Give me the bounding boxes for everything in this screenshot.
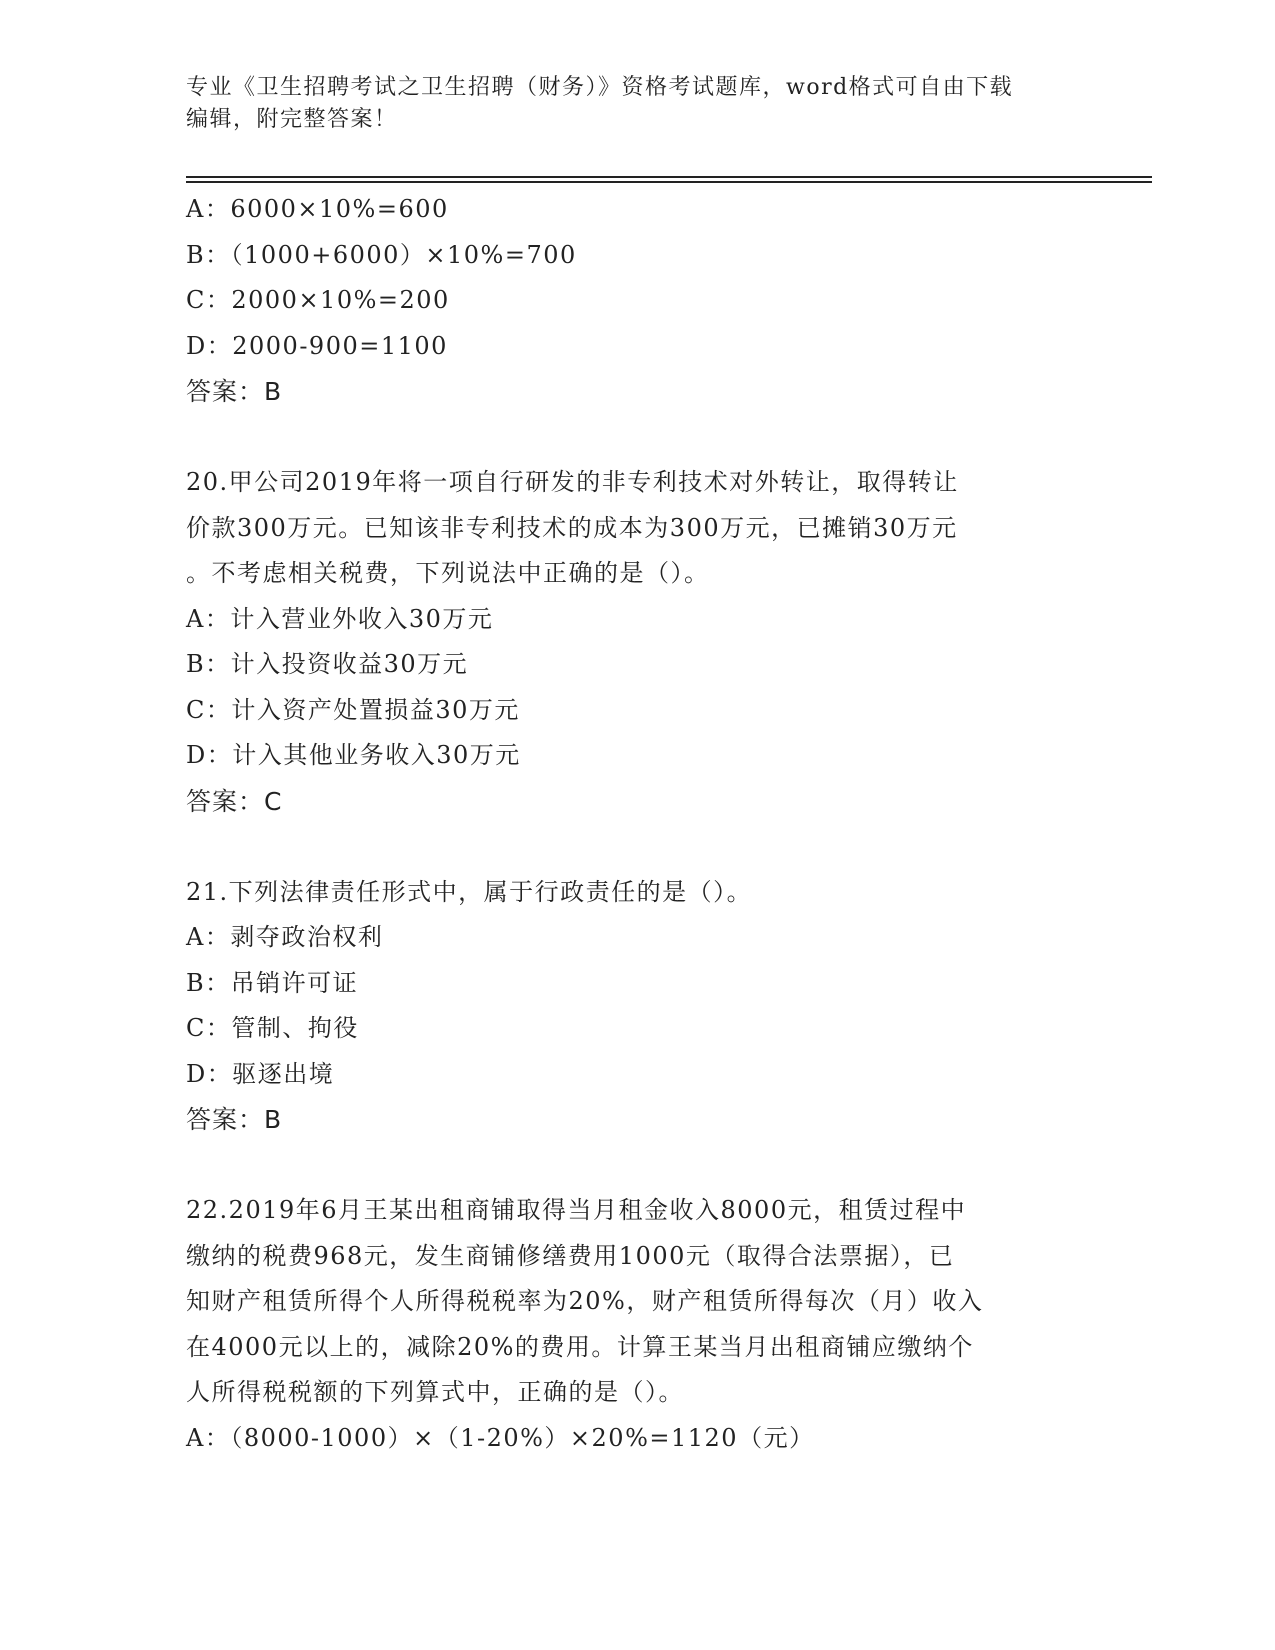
answer: 答案：C xyxy=(186,786,283,816)
option-a: A：计入营业外收入30万元 xyxy=(186,604,494,633)
option-a: A：剥夺政治权利 xyxy=(186,923,384,951)
header-line-2: 编辑，附完整答案！ xyxy=(186,107,398,132)
header-line-1: 专业《卫生招聘考试之卫生招聘（财务）》资格考试题库，word格式可自由下载 xyxy=(186,75,1014,100)
question-list xyxy=(186,187,1086,1461)
question-text-line: 人所得税税额的下列算式中，正确的是（）。 xyxy=(186,1378,684,1406)
question-20 xyxy=(186,460,1086,824)
option-d: D：驱逐出境 xyxy=(186,1059,335,1088)
option-d: D：2000-900=1100 xyxy=(186,331,448,360)
option-b: B：（1000+6000）×10%=700 xyxy=(186,240,577,269)
header-divider-top xyxy=(186,176,1152,178)
document-header xyxy=(186,72,1086,136)
question-text-line: 缴纳的税费968元，发生商铺修缮费用1000元（取得合法票据），已 xyxy=(186,1241,955,1270)
answer: 答案：B xyxy=(186,1105,283,1134)
answer: 答案：B xyxy=(186,377,283,406)
question-22 xyxy=(186,1188,1086,1461)
option-c: C：管制、拘役 xyxy=(186,1014,359,1042)
option-c: C：计入资产处置损益30万元 xyxy=(186,695,520,724)
question-21 xyxy=(186,870,1086,1143)
question-gap xyxy=(186,1143,1086,1189)
question-text-line: 知财产租赁所得个人所得税税率为20%，财产租赁所得每次（月）收入 xyxy=(186,1287,984,1315)
header-divider-bottom xyxy=(186,181,1152,183)
option-c: C：2000×10%=200 xyxy=(186,286,450,314)
option-a: A：6000×10%=600 xyxy=(186,195,449,223)
question-text-line: 。不考虑相关税费，下列说法中正确的是（）。 xyxy=(186,559,710,587)
option-a: A：（8000-1000）×（1-20%）×20%=1120（元） xyxy=(186,1423,815,1452)
question-gap xyxy=(186,824,1086,870)
question-text-line: 在4000元以上的，减除20%的费用。计算王某当月出租商铺应缴纳个 xyxy=(186,1332,974,1361)
question-gap xyxy=(186,415,1086,461)
option-b: B：吊销许可证 xyxy=(186,968,359,997)
option-d: D：计入其他业务收入30万元 xyxy=(186,741,521,769)
question-19 xyxy=(186,187,1086,415)
option-b: B：计入投资收益30万元 xyxy=(186,650,469,678)
question-text-line: 22.2019年6月王某出租商铺取得当月租金收入8000元，租赁过程中 xyxy=(186,1196,967,1224)
question-text-line: 价款300万元。已知该非专利技术的成本为300万元，已摊销30万元 xyxy=(186,513,958,542)
question-text-line: 20.甲公司2019年将一项自行研发的非专利技术对外转让，取得转让 xyxy=(186,468,959,496)
question-text-line: 21.下列法律责任形式中，属于行政责任的是（）。 xyxy=(186,877,753,906)
